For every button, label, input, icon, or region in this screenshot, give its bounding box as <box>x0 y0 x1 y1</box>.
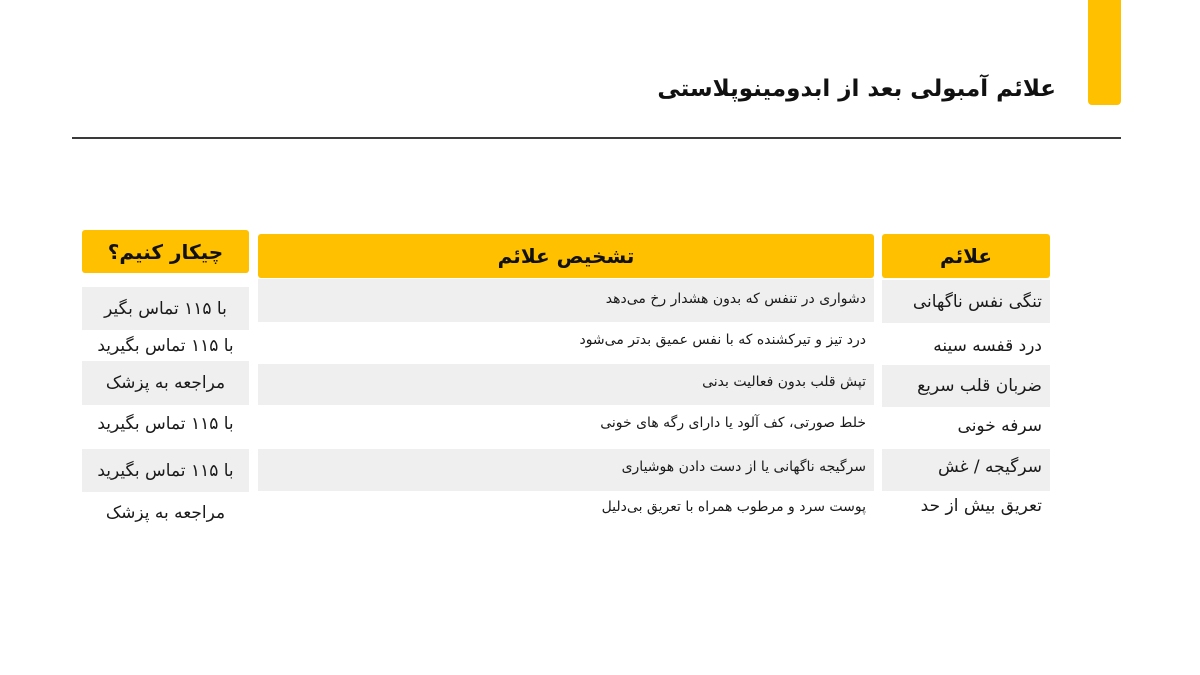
diagnosis-cell: سرگیجه ناگهانی یا از دست دادن هوشیاری <box>621 459 866 475</box>
diagnosis-cell: دشواری در تنفس که بدون هشدار رخ می‌دهد <box>605 291 866 307</box>
header-action: چیکار کنیم؟ <box>82 230 249 273</box>
symptom-cell: تعریق بیش از حد <box>920 496 1042 516</box>
action-cell: با ۱۱۵ تماس بگیر <box>104 298 227 319</box>
diagnosis-cell: خلط صورتی، کف آلود یا دارای رگه های خونی <box>600 415 866 431</box>
symptom-cell: ضربان قلب سریع <box>917 376 1042 396</box>
symptom-cell: درد قفسه سینه <box>933 336 1042 356</box>
title-divider <box>72 137 1121 139</box>
header-diagnosis: تشخیص علائم <box>258 234 874 278</box>
diagnosis-cell: درد تیز و تیرکشنده که با نفس عمیق بدتر می‌شود <box>579 332 866 348</box>
symptom-cell: سرفه خونی <box>957 416 1042 436</box>
symptom-cell: سرگیجه / غش <box>937 457 1042 477</box>
accent-bar <box>1088 0 1121 105</box>
diagnosis-cell: پوست سرد و مرطوب همراه با تعریق بی‌دلیل <box>601 499 866 515</box>
action-cell: مراجعه به پزشک <box>105 373 226 393</box>
action-cell: مراجعه به پزشک <box>105 503 226 523</box>
slide-title: علائم آمبولی بعد از ابدومینوپلاستی <box>657 76 1056 102</box>
action-cell: با ۱۱۵ تماس بگیرید <box>97 336 234 356</box>
symptom-cell: تنگی نفس ناگهانی <box>912 291 1042 312</box>
action-cell: با ۱۱۵ تماس بگیرید <box>97 460 234 481</box>
diagnosis-cell: تپش قلب بدون فعالیت بدنی <box>702 374 866 390</box>
action-cell: با ۱۱۵ تماس بگیرید <box>97 414 234 434</box>
header-symptoms: علائم <box>882 234 1050 278</box>
